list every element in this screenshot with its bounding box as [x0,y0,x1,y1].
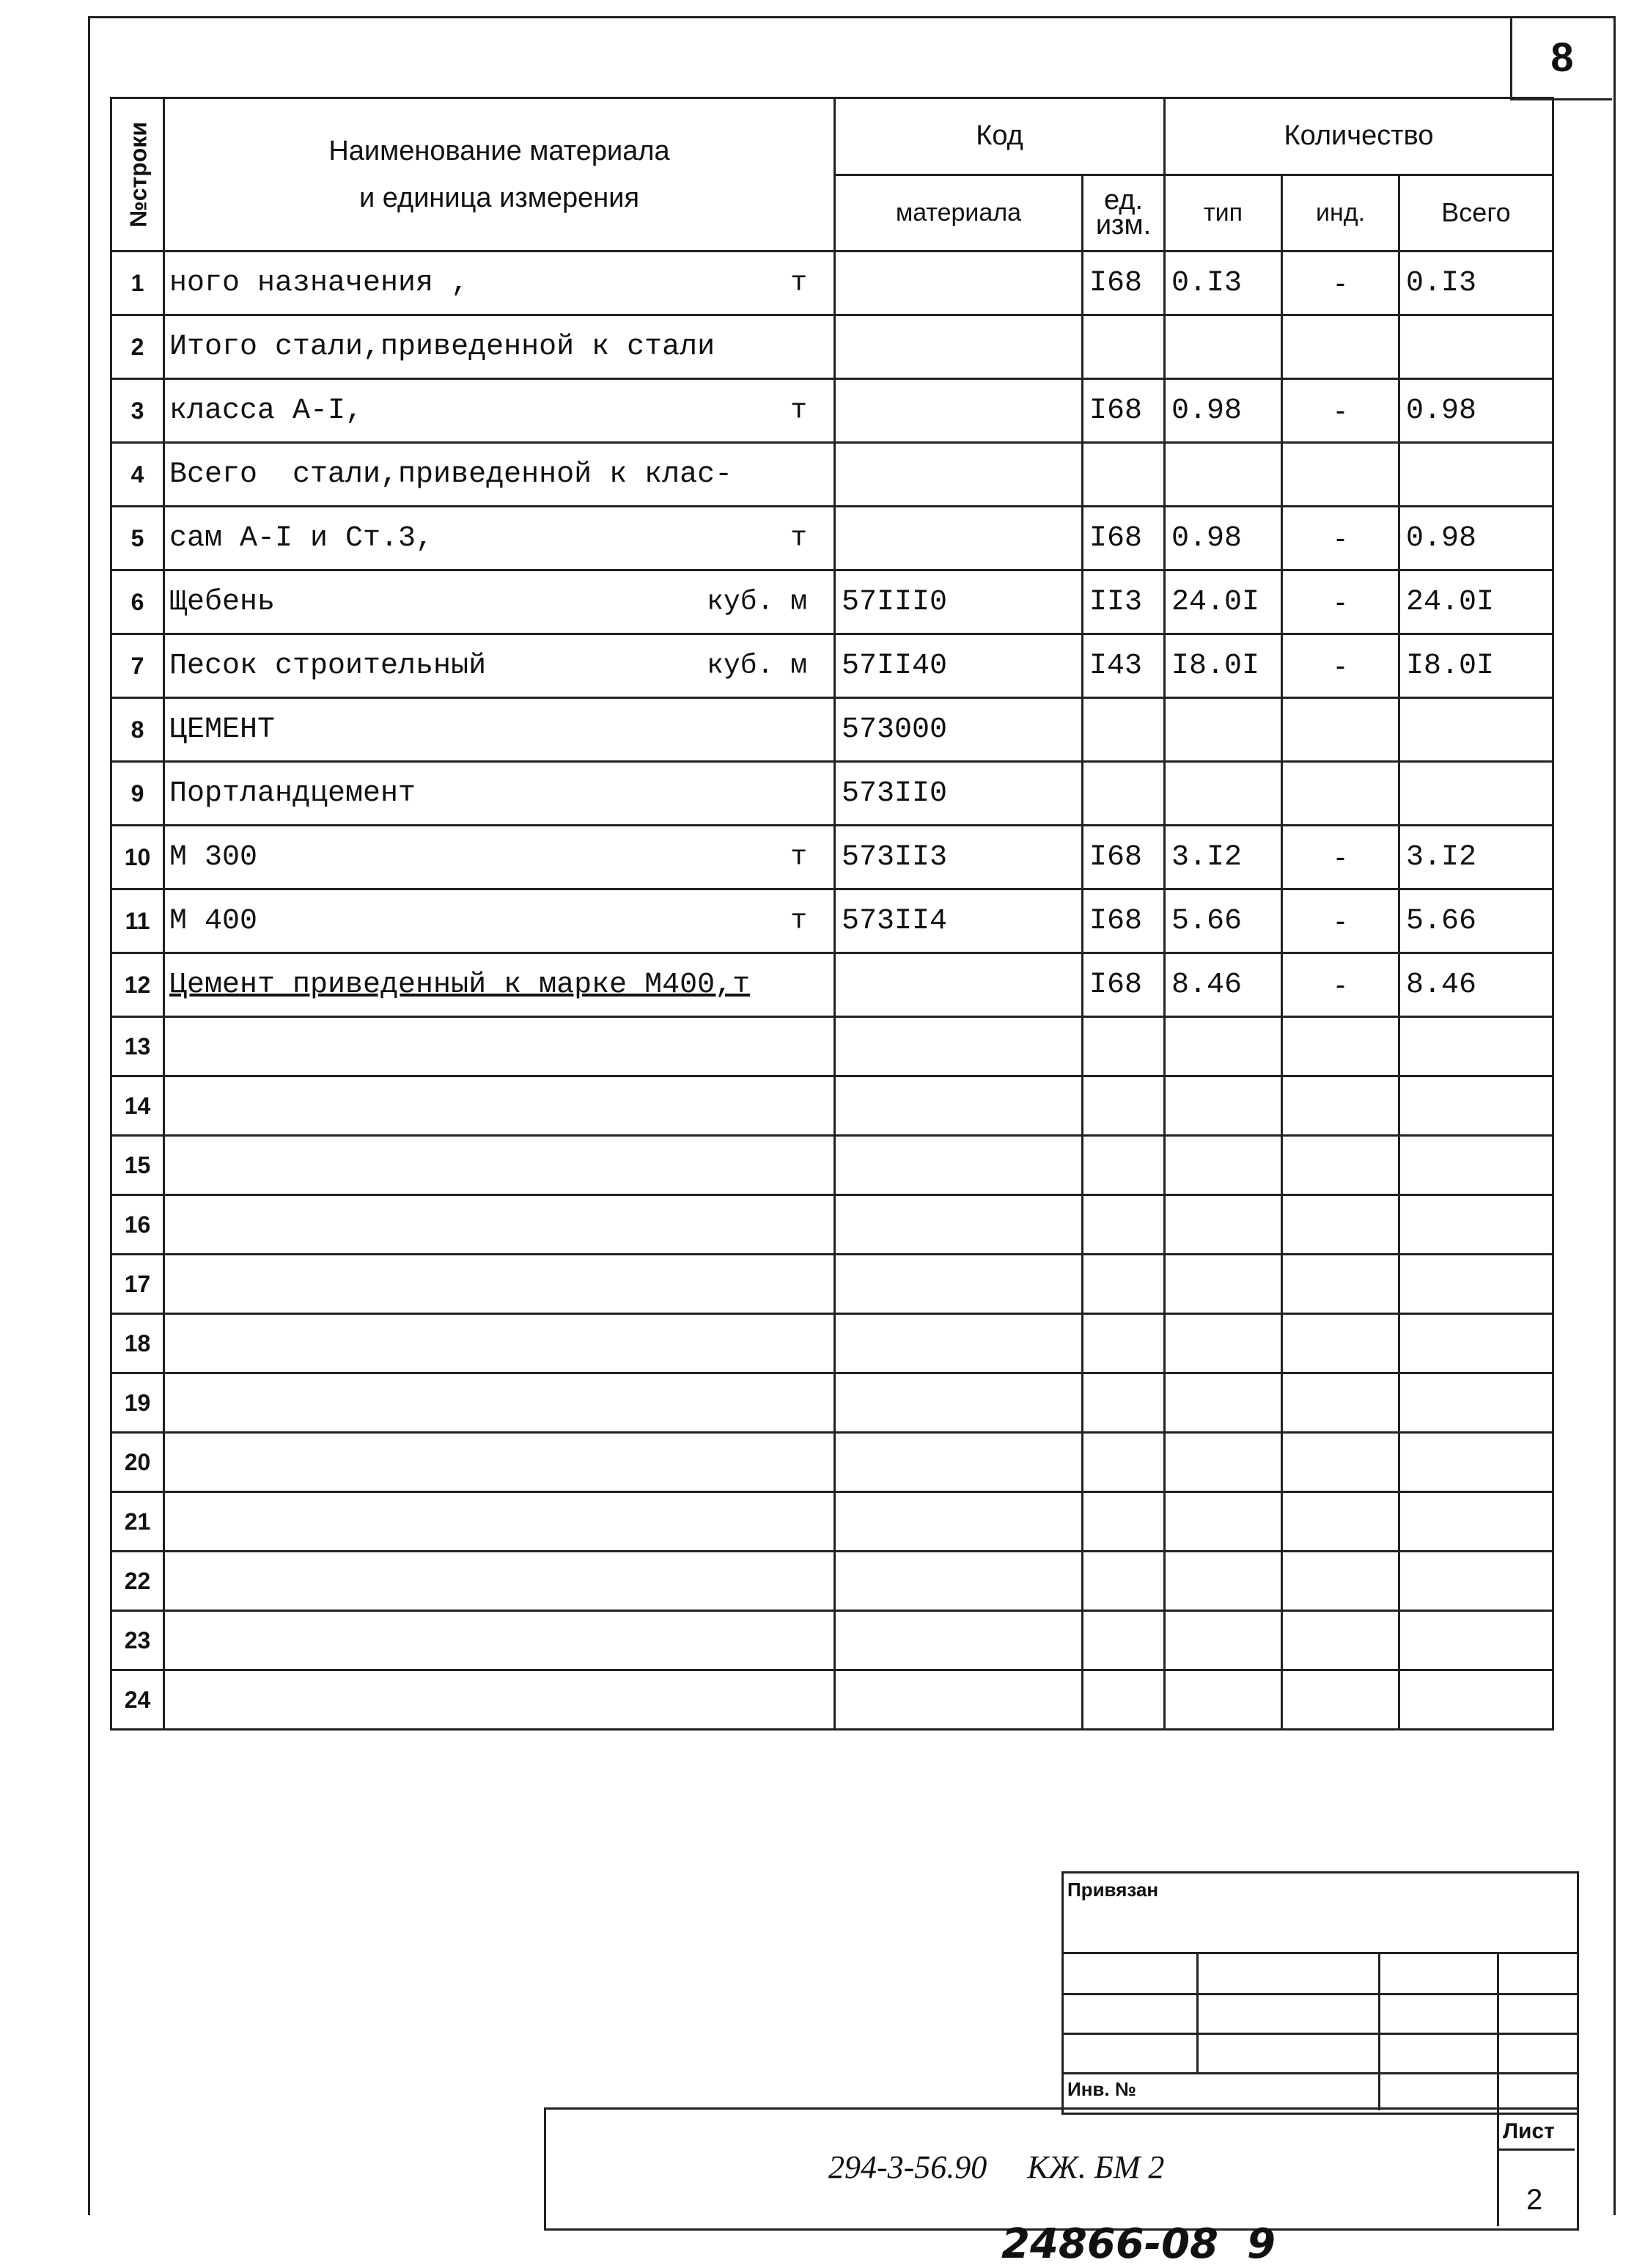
qty-tip [1165,762,1282,826]
material-code [835,1492,1083,1552]
material-code: 573II3 [835,826,1083,889]
table-row [111,252,1553,315]
header-qty-total: Всего [1399,175,1553,252]
unit-code [1083,1195,1165,1255]
qty-total: 0.I3 [1399,252,1553,315]
material-code [835,1373,1083,1433]
row-number: 22 [111,1552,164,1611]
header-name: Наименование материала и единица измерения [164,98,835,252]
row-number: 17 [111,1255,164,1314]
qty-ind [1282,1255,1399,1314]
material-name-cell [164,1433,835,1492]
row-number: 13 [111,1017,164,1076]
table-row [111,1611,1553,1670]
qty-total: 3.I2 [1399,826,1553,889]
qty-tip [1165,1670,1282,1730]
qty-tip: 8.46 [1165,953,1282,1017]
table-row [111,1552,1553,1611]
qty-ind [1282,1670,1399,1730]
qty-total: 0.98 [1399,379,1553,443]
header-quantity: Количество [1165,98,1553,175]
material-unit: куб. м [707,586,807,618]
material-name-cell [164,762,835,826]
qty-tip: I8.0I [1165,634,1282,698]
material-name: Итого стали,приведенной к стали [169,330,715,364]
qty-total [1399,698,1553,762]
qty-ind: - [1282,379,1399,443]
material-unit: т [790,394,807,427]
table-row [111,570,1553,634]
qty-tip [1165,1611,1282,1670]
unit-code [1083,1076,1165,1136]
material-name [165,1446,169,1479]
qty-total [1399,1373,1553,1433]
qty-total [1399,443,1553,507]
row-number: 7 [111,634,164,698]
material-name-cell [164,1373,835,1433]
material-name [165,1030,169,1063]
material-name: Портландцемент [169,777,416,810]
material-name-cell [164,826,835,889]
qty-total [1399,315,1553,379]
qty-tip: 0.I3 [1165,252,1282,315]
qty-ind: - [1282,570,1399,634]
qty-tip [1165,443,1282,507]
row-number: 3 [111,379,164,443]
material-code [835,1076,1083,1136]
qty-total [1399,1433,1553,1492]
row-number: 8 [111,698,164,762]
material-code [835,1017,1083,1076]
material-code [835,507,1083,570]
row-number: 4 [111,443,164,507]
material-name: Цемент приведенный к марке М400,т [169,968,751,1002]
material-name-cell [164,570,835,634]
material-name-cell [164,953,835,1017]
material-name-cell [164,507,835,570]
unit-code [1083,443,1165,507]
qty-ind [1282,762,1399,826]
material-name: М 400 [169,904,258,938]
qty-total [1399,1670,1553,1730]
material-name: ного назначения , [169,266,469,300]
qty-ind [1282,1076,1399,1136]
row-number: 15 [111,1136,164,1195]
qty-total [1399,762,1553,826]
material-name: Щебень [169,585,276,619]
qty-ind [1282,1611,1399,1670]
handwritten-number: 24866-08 9 [1001,2220,1276,2268]
qty-total: 0.98 [1399,507,1553,570]
row-number: 21 [111,1492,164,1552]
material-name-cell [164,1670,835,1730]
material-name-cell [164,1255,835,1314]
material-name [165,1565,169,1598]
unit-code [1083,698,1165,762]
qty-tip [1165,1195,1282,1255]
table-row [111,953,1553,1017]
qty-tip [1165,1373,1282,1433]
material-name [165,1208,169,1241]
material-code [835,443,1083,507]
material-code [835,1314,1083,1373]
sheet-label: Лист [1503,2119,1555,2143]
qty-total: 8.46 [1399,953,1553,1017]
material-code: 57III0 [835,570,1083,634]
material-code: 573000 [835,698,1083,762]
material-code [835,953,1083,1017]
material-code [835,1433,1083,1492]
qty-tip [1165,1433,1282,1492]
qty-total [1399,1611,1553,1670]
material-unit: т [790,267,807,299]
material-unit: куб. м [707,650,807,682]
material-name-cell [164,698,835,762]
material-name-cell [164,1611,835,1670]
qty-ind: - [1282,889,1399,953]
unit-code: I68 [1083,252,1165,315]
table-row [111,1195,1553,1255]
material-name [165,1624,169,1657]
row-number: 24 [111,1670,164,1730]
table-row [111,762,1553,826]
material-name [165,1090,169,1123]
qty-total: 24.0I [1399,570,1553,634]
qty-ind [1282,1492,1399,1552]
material-name: Песок строительный [169,649,487,683]
qty-total [1399,1195,1553,1255]
material-name-cell [164,252,835,315]
qty-ind [1282,315,1399,379]
qty-tip [1165,1552,1282,1611]
material-name-cell [164,1552,835,1611]
qty-ind: - [1282,507,1399,570]
qty-total: 5.66 [1399,889,1553,953]
material-code [835,252,1083,315]
material-name-cell [164,1314,835,1373]
header-code-unit: ед. изм. [1083,175,1165,252]
material-name [165,1327,169,1360]
material-name: сам А-I и Ст.3, [169,521,434,555]
row-number: 1 [111,252,164,315]
table-row [111,1670,1553,1730]
qty-tip [1165,1017,1282,1076]
sheet-number: 2 [1526,2184,1543,2216]
unit-code [1083,1611,1165,1670]
row-number: 19 [111,1373,164,1433]
material-code: 573II4 [835,889,1083,953]
qty-tip: 0.98 [1165,379,1282,443]
qty-ind [1282,1552,1399,1611]
unit-code [1083,1373,1165,1433]
material-unit: т [790,905,807,937]
row-number: 20 [111,1433,164,1492]
row-number: 23 [111,1611,164,1670]
table-row [111,1076,1553,1136]
material-name-cell [164,1076,835,1136]
material-code [835,1552,1083,1611]
table-row [111,379,1553,443]
row-number: 10 [111,826,164,889]
header-qty-ind: инд. [1282,175,1399,252]
table-row [111,889,1553,953]
unit-code: II3 [1083,570,1165,634]
material-name-cell [164,1136,835,1195]
qty-total [1399,1255,1553,1314]
qty-ind [1282,443,1399,507]
unit-code [1083,1136,1165,1195]
qty-ind [1282,1017,1399,1076]
material-name-cell [164,1195,835,1255]
qty-tip: 24.0I [1165,570,1282,634]
qty-tip [1165,1314,1282,1373]
table-row [111,1255,1553,1314]
material-unit: т [790,841,807,873]
inv-label: Инв. № [1067,2078,1136,2100]
header-row-number: №строки [111,98,164,252]
qty-tip [1165,698,1282,762]
unit-code [1083,1492,1165,1552]
header-qty-tip: тип [1165,175,1282,252]
row-number: 14 [111,1076,164,1136]
material-name [165,1387,169,1420]
table-row [111,1373,1553,1433]
page-number: 8 [1550,34,1574,80]
qty-total [1399,1136,1553,1195]
material-name [165,1149,169,1182]
page-number-box [1510,16,1612,100]
material-code [835,1195,1083,1255]
material-name-cell [164,1492,835,1552]
material-name: класса А-I, [169,394,364,427]
unit-code [1083,1552,1165,1611]
unit-code: I43 [1083,634,1165,698]
table-row [111,634,1553,698]
linked-label: Привязан [1067,1879,1159,1901]
qty-tip: 0.98 [1165,507,1282,570]
unit-code [1083,1017,1165,1076]
material-name-cell [164,315,835,379]
qty-ind: - [1282,953,1399,1017]
unit-code [1083,1670,1165,1730]
table-row [111,507,1553,570]
material-code [835,1255,1083,1314]
qty-total [1399,1314,1553,1373]
material-name-cell [164,443,835,507]
unit-code: I68 [1083,889,1165,953]
row-number: 12 [111,953,164,1017]
material-name-cell [164,634,835,698]
material-code [835,1136,1083,1195]
unit-code [1083,1433,1165,1492]
material-code [835,379,1083,443]
qty-tip: 5.66 [1165,889,1282,953]
material-name-cell [164,379,835,443]
row-number: 2 [111,315,164,379]
unit-code: I68 [1083,953,1165,1017]
qty-tip: 3.I2 [1165,826,1282,889]
materials-table [110,97,1554,1731]
row-number: 6 [111,570,164,634]
unit-code: I68 [1083,379,1165,443]
table-row [111,1433,1553,1492]
qty-ind [1282,1433,1399,1492]
material-name-cell [164,1017,835,1076]
document-code: 294-3-56.90 КЖ. БМ 2 [828,2149,1165,2185]
material-name: М 300 [169,840,258,874]
unit-code [1083,1255,1165,1314]
qty-ind: - [1282,826,1399,889]
unit-code [1083,762,1165,826]
material-name [165,1505,169,1538]
qty-ind: - [1282,634,1399,698]
header-code: Код [835,98,1165,175]
material-name: ЦЕМЕНТ [169,713,276,746]
material-code [835,1611,1083,1670]
material-unit: т [790,522,807,554]
row-number: 18 [111,1314,164,1373]
material-code: 573II0 [835,762,1083,826]
qty-tip [1165,1136,1282,1195]
qty-ind [1282,1373,1399,1433]
unit-code: I68 [1083,507,1165,570]
qty-total [1399,1017,1553,1076]
table-row [111,1314,1553,1373]
material-code: 57II40 [835,634,1083,698]
table-row [111,315,1553,379]
qty-ind [1282,698,1399,762]
qty-tip [1165,1492,1282,1552]
material-name-cell [164,889,835,953]
unit-code [1083,1314,1165,1373]
header-code-material: материала [835,175,1083,252]
table-row [111,826,1553,889]
qty-tip [1165,1076,1282,1136]
row-number: 16 [111,1195,164,1255]
qty-tip [1165,315,1282,379]
qty-ind: - [1282,252,1399,315]
qty-ind [1282,1136,1399,1195]
qty-total [1399,1076,1553,1136]
material-name: Всего стали,приведенной к клас- [169,458,733,491]
qty-total [1399,1492,1553,1552]
table-row [111,1492,1553,1552]
qty-total: I8.0I [1399,634,1553,698]
row-number: 9 [111,762,164,826]
row-number: 11 [111,889,164,953]
table-row [111,443,1553,507]
qty-tip [1165,1255,1282,1314]
material-code [835,1670,1083,1730]
unit-code: I68 [1083,826,1165,889]
qty-ind [1282,1314,1399,1373]
material-code [835,315,1083,379]
table-row [111,1136,1553,1195]
table-row [111,698,1553,762]
qty-ind [1282,1195,1399,1255]
table-row [111,1017,1553,1076]
material-name [165,1684,169,1717]
unit-code [1083,315,1165,379]
row-number: 5 [111,507,164,570]
material-name [165,1268,169,1301]
qty-total [1399,1552,1553,1611]
